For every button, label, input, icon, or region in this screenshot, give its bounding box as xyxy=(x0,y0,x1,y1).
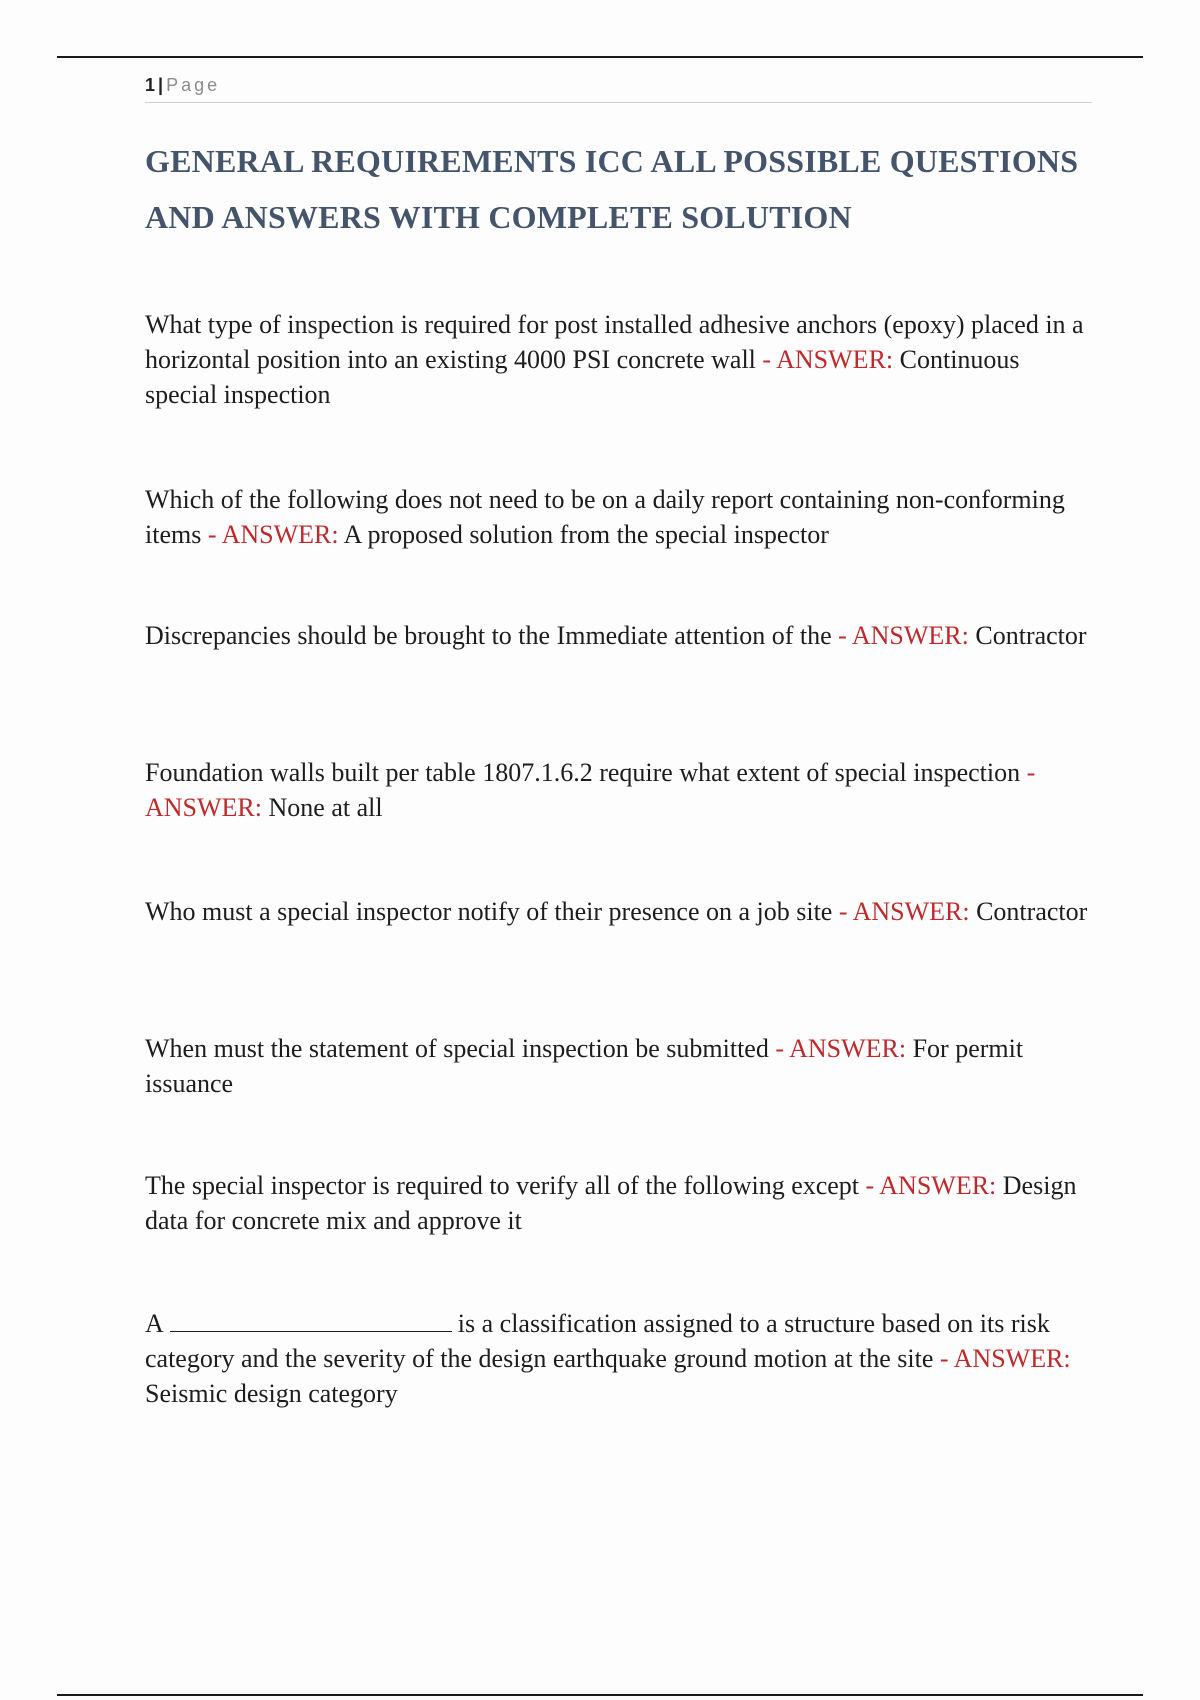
fill-in-blank xyxy=(170,1307,452,1332)
answer-marker: - ANSWER: xyxy=(838,621,969,650)
question-text: When must the statement of special inspection be submitted xyxy=(145,1034,769,1063)
answer-marker: - ANSWER: xyxy=(775,1034,907,1063)
answer-marker: - ANSWER: xyxy=(762,345,894,374)
bottom-rule xyxy=(57,1694,1143,1696)
question-text: Which of the following does not need to be on a daily report containing non-conforming items xyxy=(145,485,1065,549)
qa-item-5 xyxy=(145,894,1095,929)
qa-item-8 xyxy=(145,1306,1095,1411)
top-rule xyxy=(57,56,1143,58)
answer-text: Seismic design category xyxy=(145,1379,398,1408)
question-text: What type of inspection is required for post installed adhesive anchors (epoxy) placed in a horizontal position into an existing 4000 PSI concrete wall xyxy=(145,310,1084,374)
qa-item-2 xyxy=(145,482,1095,552)
question-text: Discrepancies should be brought to the Immediate attention of the xyxy=(145,621,832,650)
qa-item-7 xyxy=(145,1168,1095,1238)
answer-marker: - ANSWER: xyxy=(939,1344,1071,1373)
document-title: GENERAL REQUIREMENTS ICC ALL POSSIBLE QUESTIONS AND ANSWERS WITH COMPLETE SOLUTION xyxy=(145,143,1079,235)
qa-item-4 xyxy=(145,755,1095,825)
page-header xyxy=(145,74,1092,103)
answer-text: None at all xyxy=(268,793,383,822)
qa-item-3 xyxy=(145,618,1095,653)
answer-marker: - ANSWER: xyxy=(838,897,970,926)
page-label: Page xyxy=(166,75,221,95)
question-text: The special inspector is required to verify all of the following except xyxy=(145,1171,860,1200)
question-text-end: is a classification assigned to a structure based on its risk category and the severity of the design earthquake ground motion at the site xyxy=(145,1309,1050,1373)
page-number: 1 xyxy=(145,75,156,95)
question-text: Who must a special inspector notify of their presence on a job site xyxy=(145,897,833,926)
qa-item-6 xyxy=(145,1031,1095,1101)
answer-text: Design data for concrete mix and approve it xyxy=(145,1171,1077,1235)
question-text: Foundation walls built per table 1807.1.6.2 require what extent of special inspection xyxy=(145,758,1021,787)
page-separator: | xyxy=(158,75,164,95)
answer-marker: - ANSWER: xyxy=(145,758,1036,822)
answer-text: Continuous special inspection xyxy=(145,345,1020,409)
qa-item-1 xyxy=(145,307,1095,412)
answer-text: For permit issuance xyxy=(145,1034,1024,1098)
answer-text: Contractor xyxy=(976,897,1088,926)
answer-marker: - ANSWER: xyxy=(207,520,339,549)
answer-marker: - ANSWER: xyxy=(865,1171,997,1200)
answer-text: Contractor xyxy=(975,621,1087,650)
question-text-start: A xyxy=(145,1309,164,1338)
answer-text: A proposed solution from the special inspector xyxy=(343,520,829,549)
